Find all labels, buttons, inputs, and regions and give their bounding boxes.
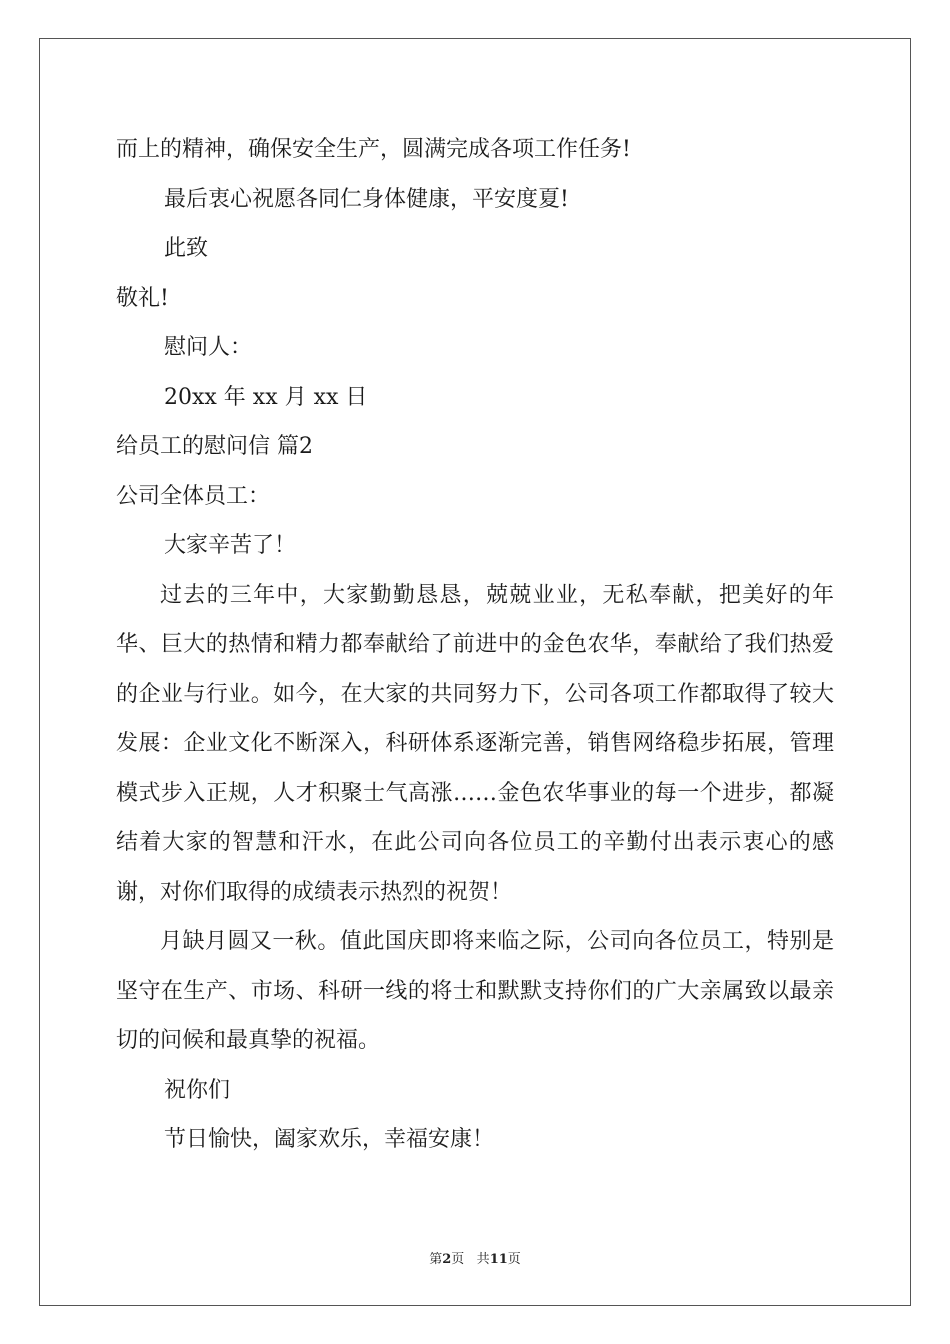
date-line: 20xx 年 xx 月 xx 日: [164, 384, 368, 410]
page-number: 2: [442, 1252, 452, 1267]
greeting: 大家辛苦了！: [164, 533, 297, 558]
text-line: 敬礼!: [116, 285, 169, 311]
closing-line: 祝你们: [164, 1077, 231, 1103]
paragraph: 过去的三年中，大家勤勤恳恳，兢兢业业，无私奉献，把美好的年华、巨大的热情和精力都奉献给了前进中的金色农华，奉献给了我们热爱的企业与行业。如今，在大家的共同努力下，公司各项工作都取得了较大发展：企业文化不断深入，科研体系逐渐完善，销售网络稳步拓展，管理模式步入正规，人才积聚士气高涨……金色农华事业的每一个进步，都凝结着大家的智慧和汗水，在此公司向各位员工的辛勤付出表示衷心的感谢，对你们取得的成绩表示热烈的祝贺！: [116, 582, 834, 905]
total-suffix: 页: [507, 1252, 521, 1267]
section-heading: 给员工的慰问信 篇2: [116, 434, 313, 459]
paragraph: 月缺月圆又一秋。值此国庆即将来临之际，公司向各位员工，特别是坚守在生产、市场、科研一线的将士和默默支持你们的广大亲属致以最亲切的问候和最真挚的祝福。: [116, 929, 834, 1053]
text-line: 最后衷心祝愿各同仁身体健康，平安度夏!: [164, 186, 569, 212]
text-line: 此致: [164, 236, 209, 261]
signatory-label: 慰问人：: [164, 335, 253, 360]
salutation: 公司全体员工：: [116, 483, 271, 509]
total-prefix: 共: [476, 1252, 490, 1267]
page-prefix: 第: [429, 1252, 443, 1267]
page-suffix: 页: [451, 1252, 465, 1267]
text-line: 而上的精神，确保安全生产，圆满完成各项工作任务!: [116, 137, 631, 162]
total-pages: 11: [489, 1252, 508, 1267]
page-footer: [0, 1248, 950, 1267]
closing-line: 节日愉快，阖家欢乐，幸福安康！: [164, 1127, 495, 1152]
document-body: [116, 125, 834, 1165]
